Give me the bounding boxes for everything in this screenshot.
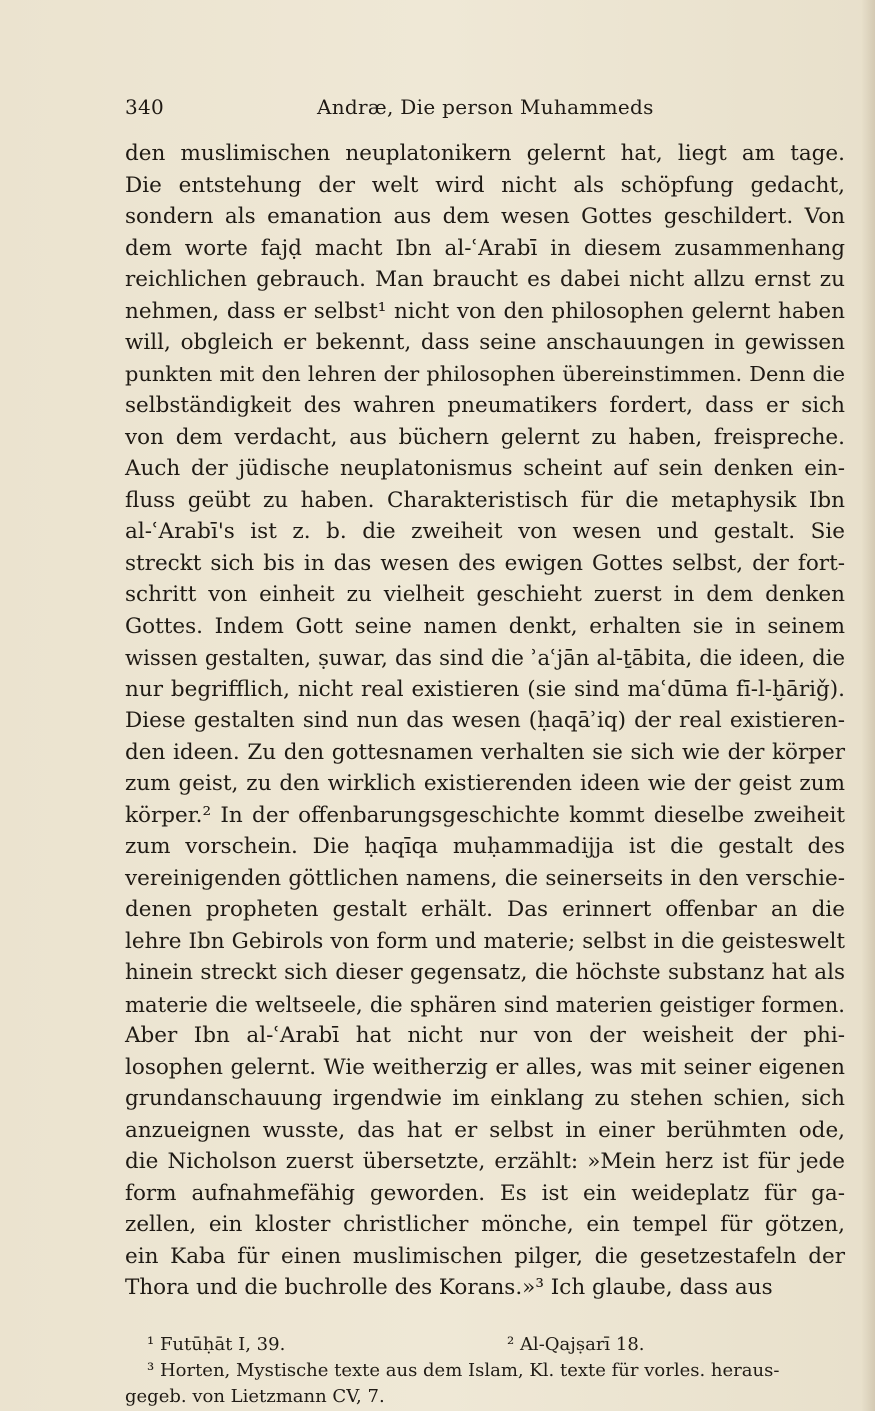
page-number: 340: [125, 95, 165, 119]
text-line: wissen gestalten, ṣuwar, das sind die ʾaʿjān al-ṯābita, die ideen, die: [125, 645, 845, 670]
text-line: vereinigenden göttlichen namens, die seinerseits in den verschie-: [125, 865, 845, 891]
text-line: losophen gelernt. Wie weitherzig er alles, was mit seiner eigenen: [125, 1054, 845, 1080]
footnote-1: ¹ Futūḥāt I, 39.: [147, 1334, 286, 1355]
footnote-3: ³ Horten, Mystische texte aus dem Islam, Kl. texte für vorles. heraus-: [147, 1360, 780, 1381]
text-line: Aber Ibn al-ʿArabī hat nicht nur von der weisheit der phi-: [125, 1023, 845, 1048]
text-line: denen propheten gestalt erhält. Das erinnert offenbar an die: [125, 897, 845, 922]
text-line: al-ʿArabī's ist z. b. die zweiheit von wesen und gestalt. Sie: [125, 519, 845, 544]
text-line: zum geist, zu den wirklich existierenden ideen wie der geist zum: [125, 771, 845, 796]
running-title: Andræ, Die person Muhammeds: [317, 95, 654, 119]
footnote-2: ² Al-Qajṣarī 18.: [507, 1334, 645, 1355]
running-header: [125, 95, 845, 125]
text-line: körper.² In der offenbarungsgeschichte kommt dieselbe zweiheit: [125, 802, 845, 828]
footnote-row-1-2: [125, 1332, 845, 1358]
text-line: anzueignen wusste, das hat er selbst in einer berühmten ode,: [125, 1117, 845, 1143]
text-line: selbständigkeit des wahren pneumatikers fordert, dass er sich: [125, 393, 845, 418]
text-line: nur begrifflich, nicht real existieren (sie sind maʿdūma fī-l-ḫāriǧ).: [125, 676, 845, 702]
text-line: Thora und die buchrolle des Korans.»³ Ich glaube, dass aus: [125, 1275, 773, 1300]
text-line: hinein streckt sich dieser gegensatz, die höchste substanz hat als: [125, 960, 845, 985]
text-line: nehmen, dass er selbst¹ nicht von den philosophen gelernt haben: [125, 298, 845, 324]
text-line: sondern als emanation aus dem wesen Gottes geschildert. Von: [125, 204, 845, 229]
text-line: ein Kaba für einen muslimischen pilger, die gesetzestafeln der: [125, 1243, 845, 1269]
text-line: Gottes. Indem Gott seine namen denkt, erhalten sie in seinem: [125, 613, 845, 639]
text-line: streckt sich bis in das wesen des ewigen Gottes selbst, der fort-: [125, 550, 845, 576]
text-line: grundanschauung irgendwie im einklang zu stehen schien, sich: [125, 1086, 845, 1111]
text-line: Die entstehung der welt wird nicht als schöpfung gedacht,: [125, 172, 845, 198]
text-line: schritt von einheit zu vielheit geschieht zuerst in dem denken: [125, 582, 845, 607]
text-line: Auch der jüdische neuplatonismus scheint auf sein denken ein-: [125, 456, 845, 481]
text-line: fluss geübt zu haben. Charakteristisch für die metaphysik Ibn: [125, 487, 845, 513]
text-line: den ideen. Zu den gottesnamen verhalten sie sich wie der körper: [125, 739, 845, 765]
text-line: reichlichen gebrauch. Man braucht es dabei nicht allzu ernst zu: [125, 267, 845, 292]
text-line: Diese gestalten sind nun das wesen (ḥaqāʾiq) der real existieren-: [125, 708, 845, 733]
footnote-3-continued: gegeb. von Lietzmann CV, 7.: [125, 1386, 385, 1407]
text-line: will, obgleich er bekennt, dass seine anschauungen in gewissen: [125, 330, 845, 355]
text-line: lehre Ibn Gebirols von form und materie; selbst in die geisteswelt: [125, 928, 845, 954]
text-line: punkten mit den lehren der philosophen übereinstimmen. Denn die: [125, 361, 845, 386]
text-line: materie die weltseele, die sphären sind materien geistiger formen.: [125, 991, 845, 1017]
body-text: [125, 138, 845, 1304]
text-line: von dem verdacht, aus büchern gelernt zu haben, freispreche.: [125, 424, 845, 450]
text-line: zum vorschein. Die ḥaqīqa muḥammadijja ist die gestalt des: [125, 834, 845, 859]
footnotes: [125, 1332, 845, 1410]
text-line: die Nicholson zuerst übersetzte, erzählt: »Mein herz ist für jede: [125, 1149, 845, 1174]
text-line: den muslimischen neuplatonikern gelernt hat, liegt am tage.: [125, 141, 845, 166]
page-edge-shadow: [861, 0, 875, 1411]
text-line: dem worte fajḍ macht Ibn al-ʿArabī in diesem zusammenhang: [125, 235, 845, 261]
text-line: form aufnahmefähig geworden. Es ist ein weideplatz für ga-: [125, 1180, 845, 1206]
text-line: zellen, ein kloster christlicher mönche, ein tempel für götzen,: [125, 1212, 845, 1237]
